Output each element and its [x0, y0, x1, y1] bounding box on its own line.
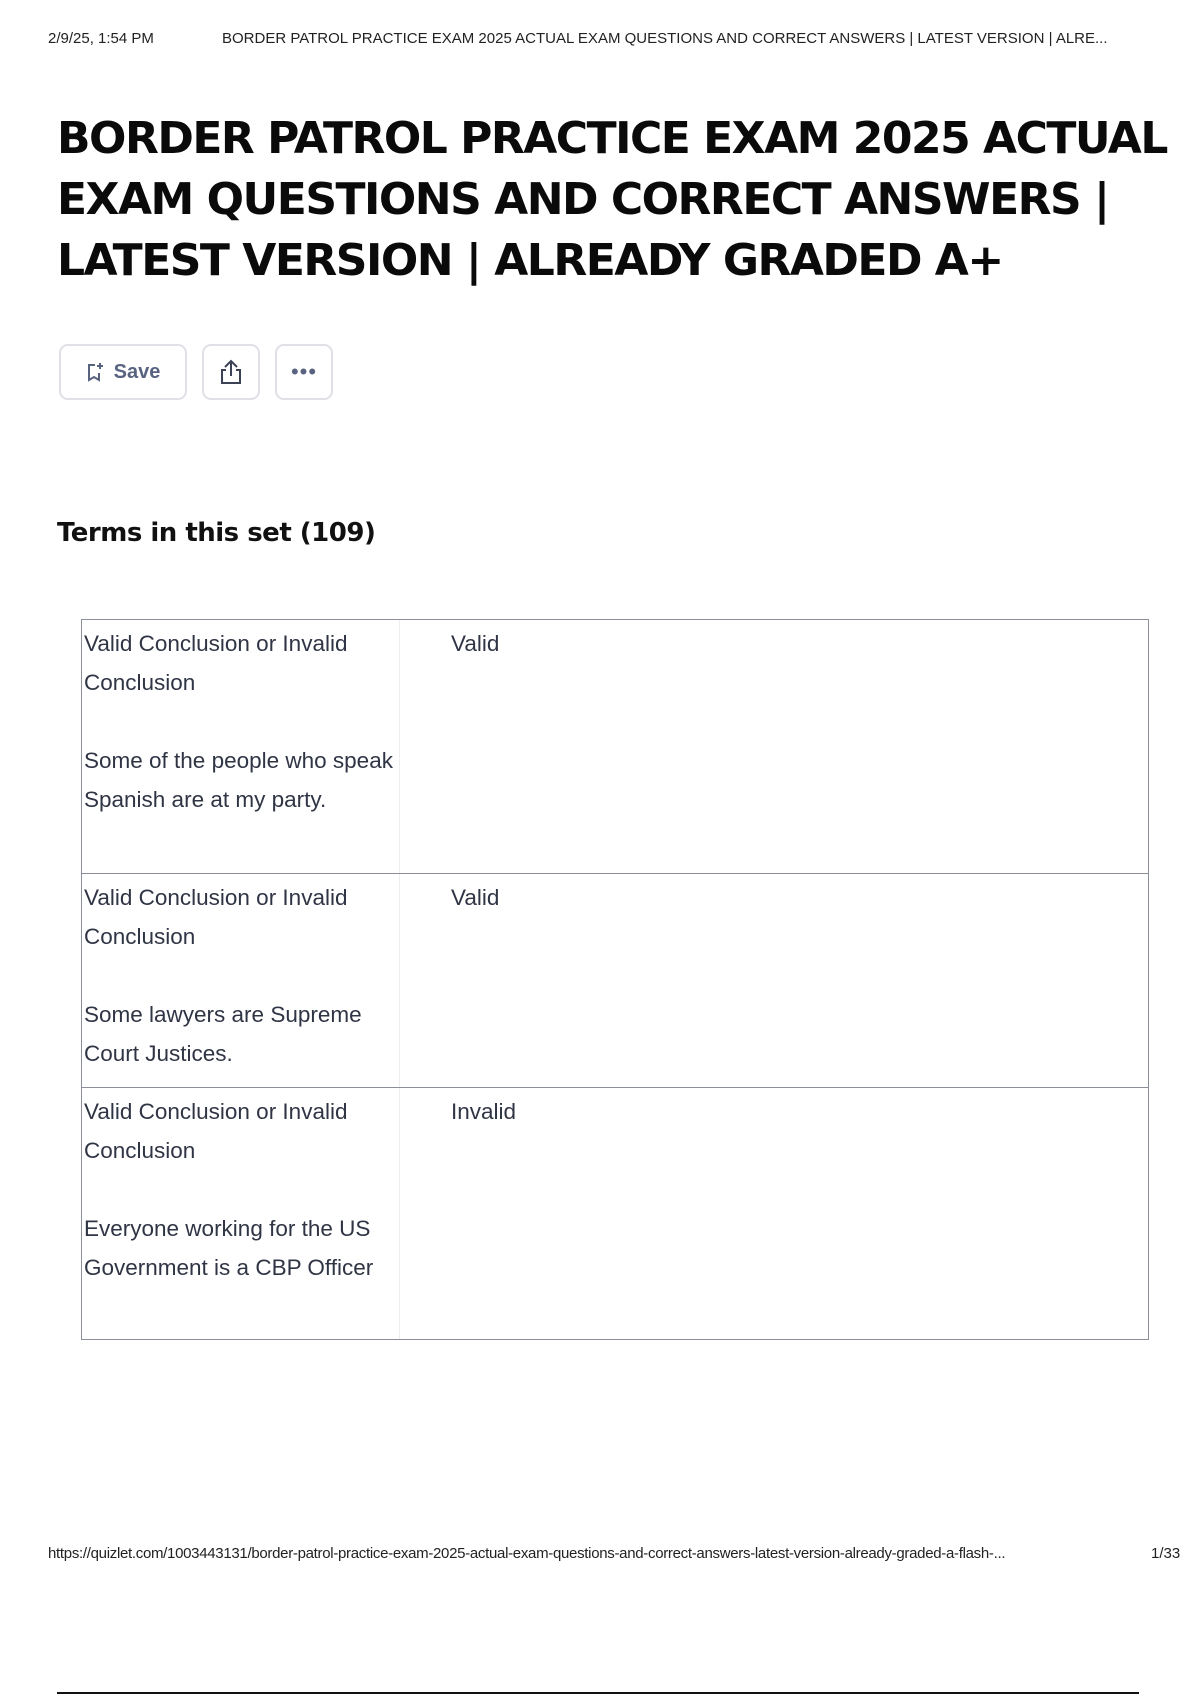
definition-text: Valid — [451, 885, 500, 910]
term-text: Valid Conclusion or Invalid Conclusion Everyone working for the US Government is a CBP Officer — [82, 1088, 400, 1339]
table-row — [82, 1087, 1148, 1339]
terms-table — [81, 619, 1149, 1340]
table-row — [82, 873, 1148, 1087]
table-row — [82, 620, 1148, 873]
share-icon — [218, 358, 244, 386]
terms-heading: Terms in this set (109) — [57, 518, 376, 548]
save-label: Save — [113, 360, 161, 383]
print-date: 2/9/25, 1:54 PM — [48, 30, 154, 47]
term-text: Valid Conclusion or Invalid Conclusion Some of the people who speak Spanish are at my party. — [82, 620, 400, 873]
save-button[interactable] — [59, 344, 187, 400]
share-button[interactable] — [202, 344, 260, 400]
print-header-title: BORDER PATROL PRACTICE EXAM 2025 ACTUAL EXAM QUESTIONS AND CORRECT ANSWERS | LATEST VERSION | ALRE... — [222, 30, 1108, 47]
definition-text: Invalid — [451, 1099, 517, 1124]
term-text: Valid Conclusion or Invalid Conclusion Some lawyers are Supreme Court Justices. — [82, 874, 400, 1087]
page-title: BORDER PATROL PRACTICE EXAM 2025 ACTUAL EXAM QUESTIONS AND CORRECT ANSWERS | LATEST VERSION | ALREADY GRADED A+ — [57, 113, 1167, 286]
more-options-button[interactable] — [275, 344, 333, 400]
definition-text: Valid — [451, 631, 500, 656]
print-url: https://quizlet.com/1003443131/border-patrol-practice-exam-2025-actual-exam-questions-and-correct-answers-latest-version-already-graded-a-flash-... — [48, 1545, 1006, 1562]
divider — [57, 1692, 1139, 1694]
more-icon: ••• — [290, 359, 318, 384]
page-number: 1/33 — [1151, 1545, 1181, 1562]
bookmark-add-icon — [86, 362, 104, 382]
